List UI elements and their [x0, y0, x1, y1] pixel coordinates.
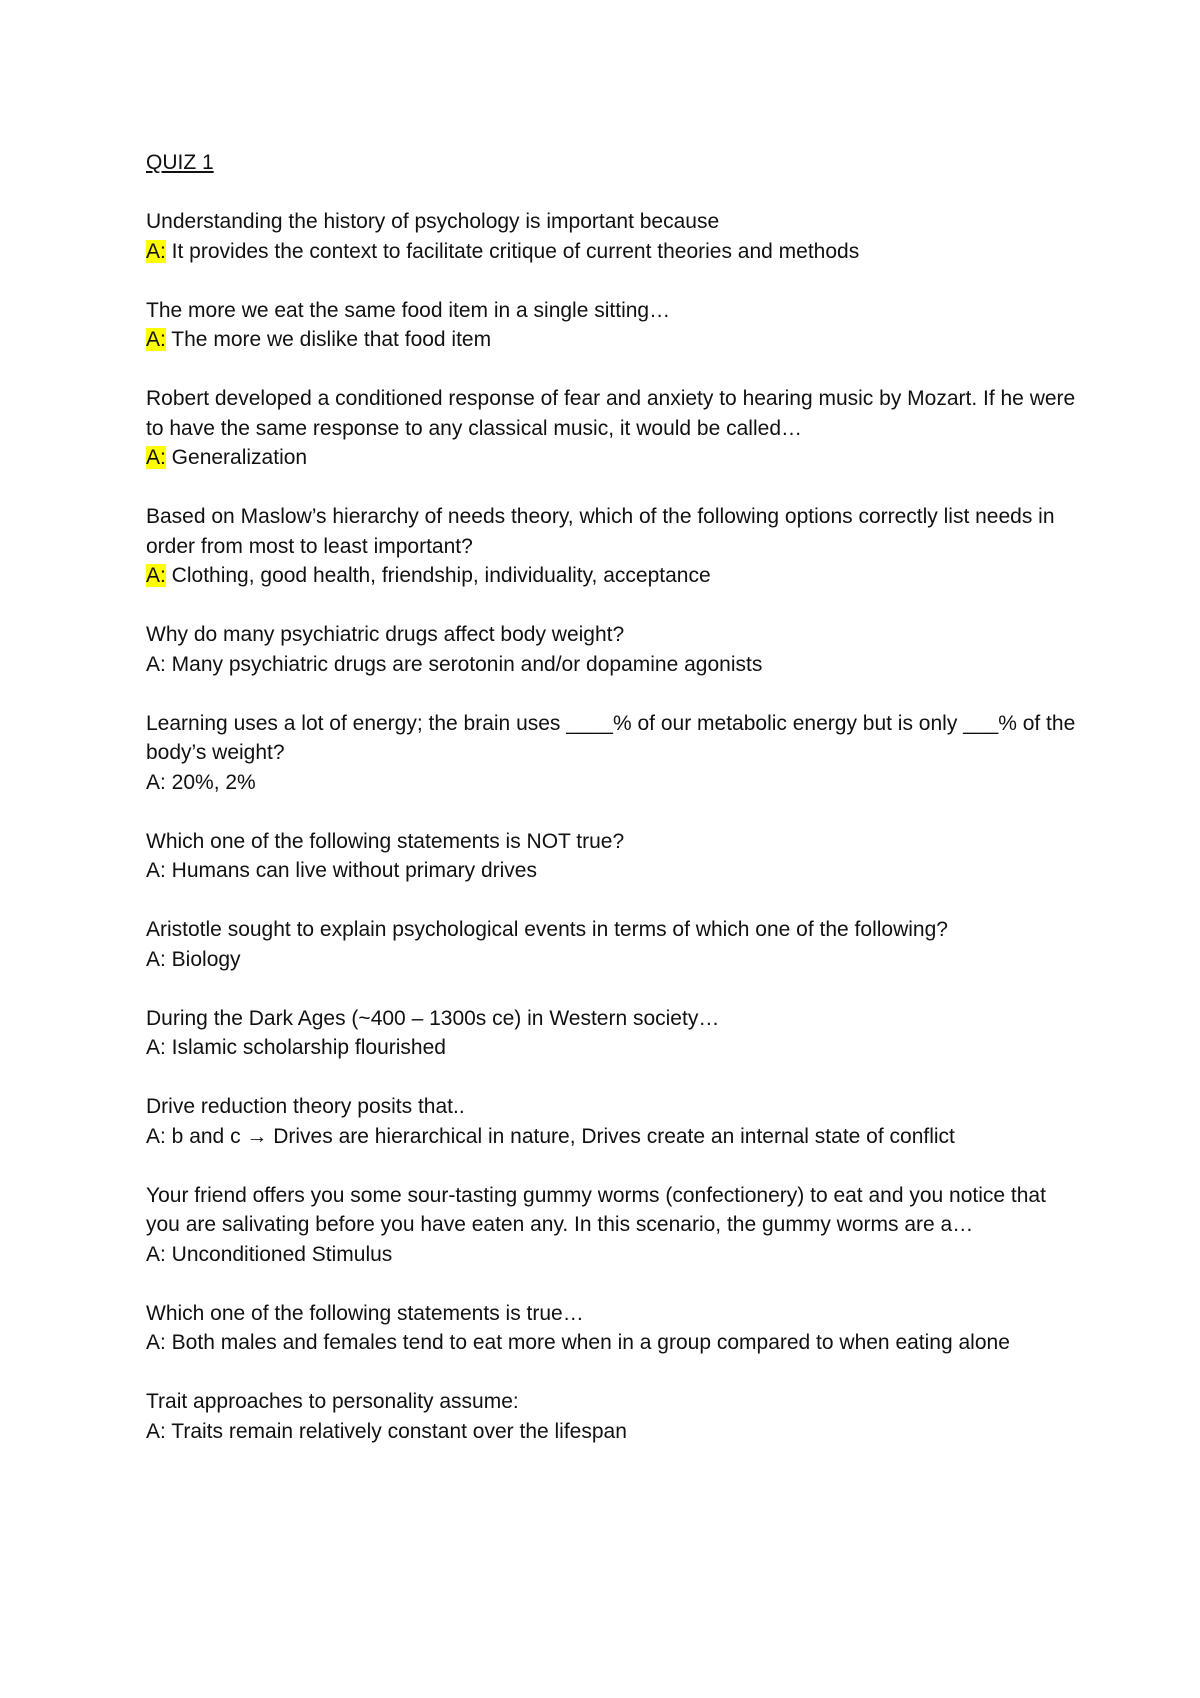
question-block [146, 207, 1076, 266]
question-text: Aristotle sought to explain psychological events in terms of which one of the following? [146, 918, 948, 941]
question-block [146, 827, 1076, 886]
quiz-title: QUIZ 1 [146, 151, 214, 174]
answer-prefix: A: [146, 1419, 166, 1443]
answer-line [146, 856, 1076, 886]
question-text: Your friend offers you some sour-tasting gummy worms (confectionery) to eat and you notice that you are salivating before you have eaten any. In this scenario, the gummy worms are a… [146, 1183, 1046, 1236]
question-text: Robert developed a conditioned response of fear and anxiety to hearing music by Mozart. If he were to have the same response to any classical music, it would be called… [146, 387, 1076, 440]
question-block [146, 1387, 1076, 1446]
question-text: Trait approaches to personality assume: [146, 1390, 519, 1413]
answer-prefix: A: [146, 652, 166, 676]
answer-line [146, 1417, 1076, 1447]
answer-line [146, 768, 1076, 798]
answer-line [146, 1240, 1076, 1270]
question-block [146, 620, 1076, 679]
answer-prefix: A: [146, 564, 166, 587]
answer-line [146, 237, 1076, 267]
answer-prefix: A: [146, 770, 166, 794]
question-text: Understanding the history of psychology is important because [146, 210, 720, 233]
answer-line [146, 945, 1076, 975]
answer-prefix: A: [146, 1124, 166, 1148]
question-block [146, 296, 1076, 355]
answer-text: Clothing, good health, friendship, individuality, acceptance [165, 564, 711, 587]
question-block [146, 384, 1076, 473]
answer-text: The more we dislike that food item [165, 328, 492, 351]
question-block [146, 709, 1076, 798]
answer-line [146, 650, 1076, 680]
answer-text: It provides the context to facilitate critique of current theories and methods [165, 239, 860, 263]
answer-line [146, 561, 1076, 591]
question-text: Why do many psychiatric drugs affect body weight? [146, 623, 625, 646]
answer-line [146, 1033, 1076, 1063]
question-text: Which one of the following statements is NOT true? [146, 829, 625, 853]
question-text: Drive reduction theory posits that.. [146, 1095, 465, 1118]
answer-prefix: A: [146, 947, 166, 971]
answer-text: Biology [165, 947, 241, 971]
answer-text: Islamic scholarship flourished [165, 1036, 446, 1059]
question-block [146, 1181, 1076, 1270]
question-text: During the Dark Ages (~400 – 1300s ce) in Western society… [146, 1006, 720, 1030]
answer-text: Generalization [165, 446, 308, 469]
answer-text: 20%, 2% [165, 770, 256, 794]
answer-text: Unconditioned Stimulus [165, 1242, 393, 1266]
question-text: Based on Maslow’s hierarchy of needs theory, which of the following options correctly list needs in order from most to least important? [146, 505, 1055, 558]
answer-prefix: A: [146, 1331, 166, 1354]
question-text: Which one of the following statements is true… [146, 1301, 584, 1325]
answer-prefix: A: [146, 1036, 166, 1059]
answer-prefix: A: [146, 328, 166, 351]
answer-prefix: A: [146, 446, 166, 469]
answer-prefix: A: [146, 1242, 166, 1266]
question-text: Learning uses a lot of energy; the brain uses ____% of our metabolic energy but is only ___% of the body’s weight? [146, 711, 1076, 764]
document-page [146, 148, 1076, 1476]
answer-line [146, 1328, 1076, 1358]
answer-text: Humans can live without primary drives [165, 859, 537, 882]
question-block [146, 1299, 1076, 1358]
answer-line [146, 1122, 1076, 1152]
answer-line [146, 325, 1076, 355]
answer-line [146, 443, 1076, 473]
question-block [146, 915, 1076, 974]
answer-prefix: A: [146, 239, 166, 263]
question-list [146, 207, 1076, 1446]
question-text: The more we eat the same food item in a single sitting… [146, 298, 671, 322]
question-block [146, 1092, 1076, 1151]
question-block [146, 502, 1076, 591]
answer-text: b and c → Drives are hierarchical in nature, Drives create an internal state of conflict [165, 1124, 955, 1148]
question-block [146, 1004, 1076, 1063]
answer-prefix: A: [146, 859, 166, 882]
answer-text: Both males and females tend to eat more when in a group compared to when eating alone [165, 1331, 1010, 1354]
answer-text: Traits remain relatively constant over the lifespan [165, 1419, 627, 1443]
answer-text: Many psychiatric drugs are serotonin and/or dopamine agonists [165, 652, 763, 676]
